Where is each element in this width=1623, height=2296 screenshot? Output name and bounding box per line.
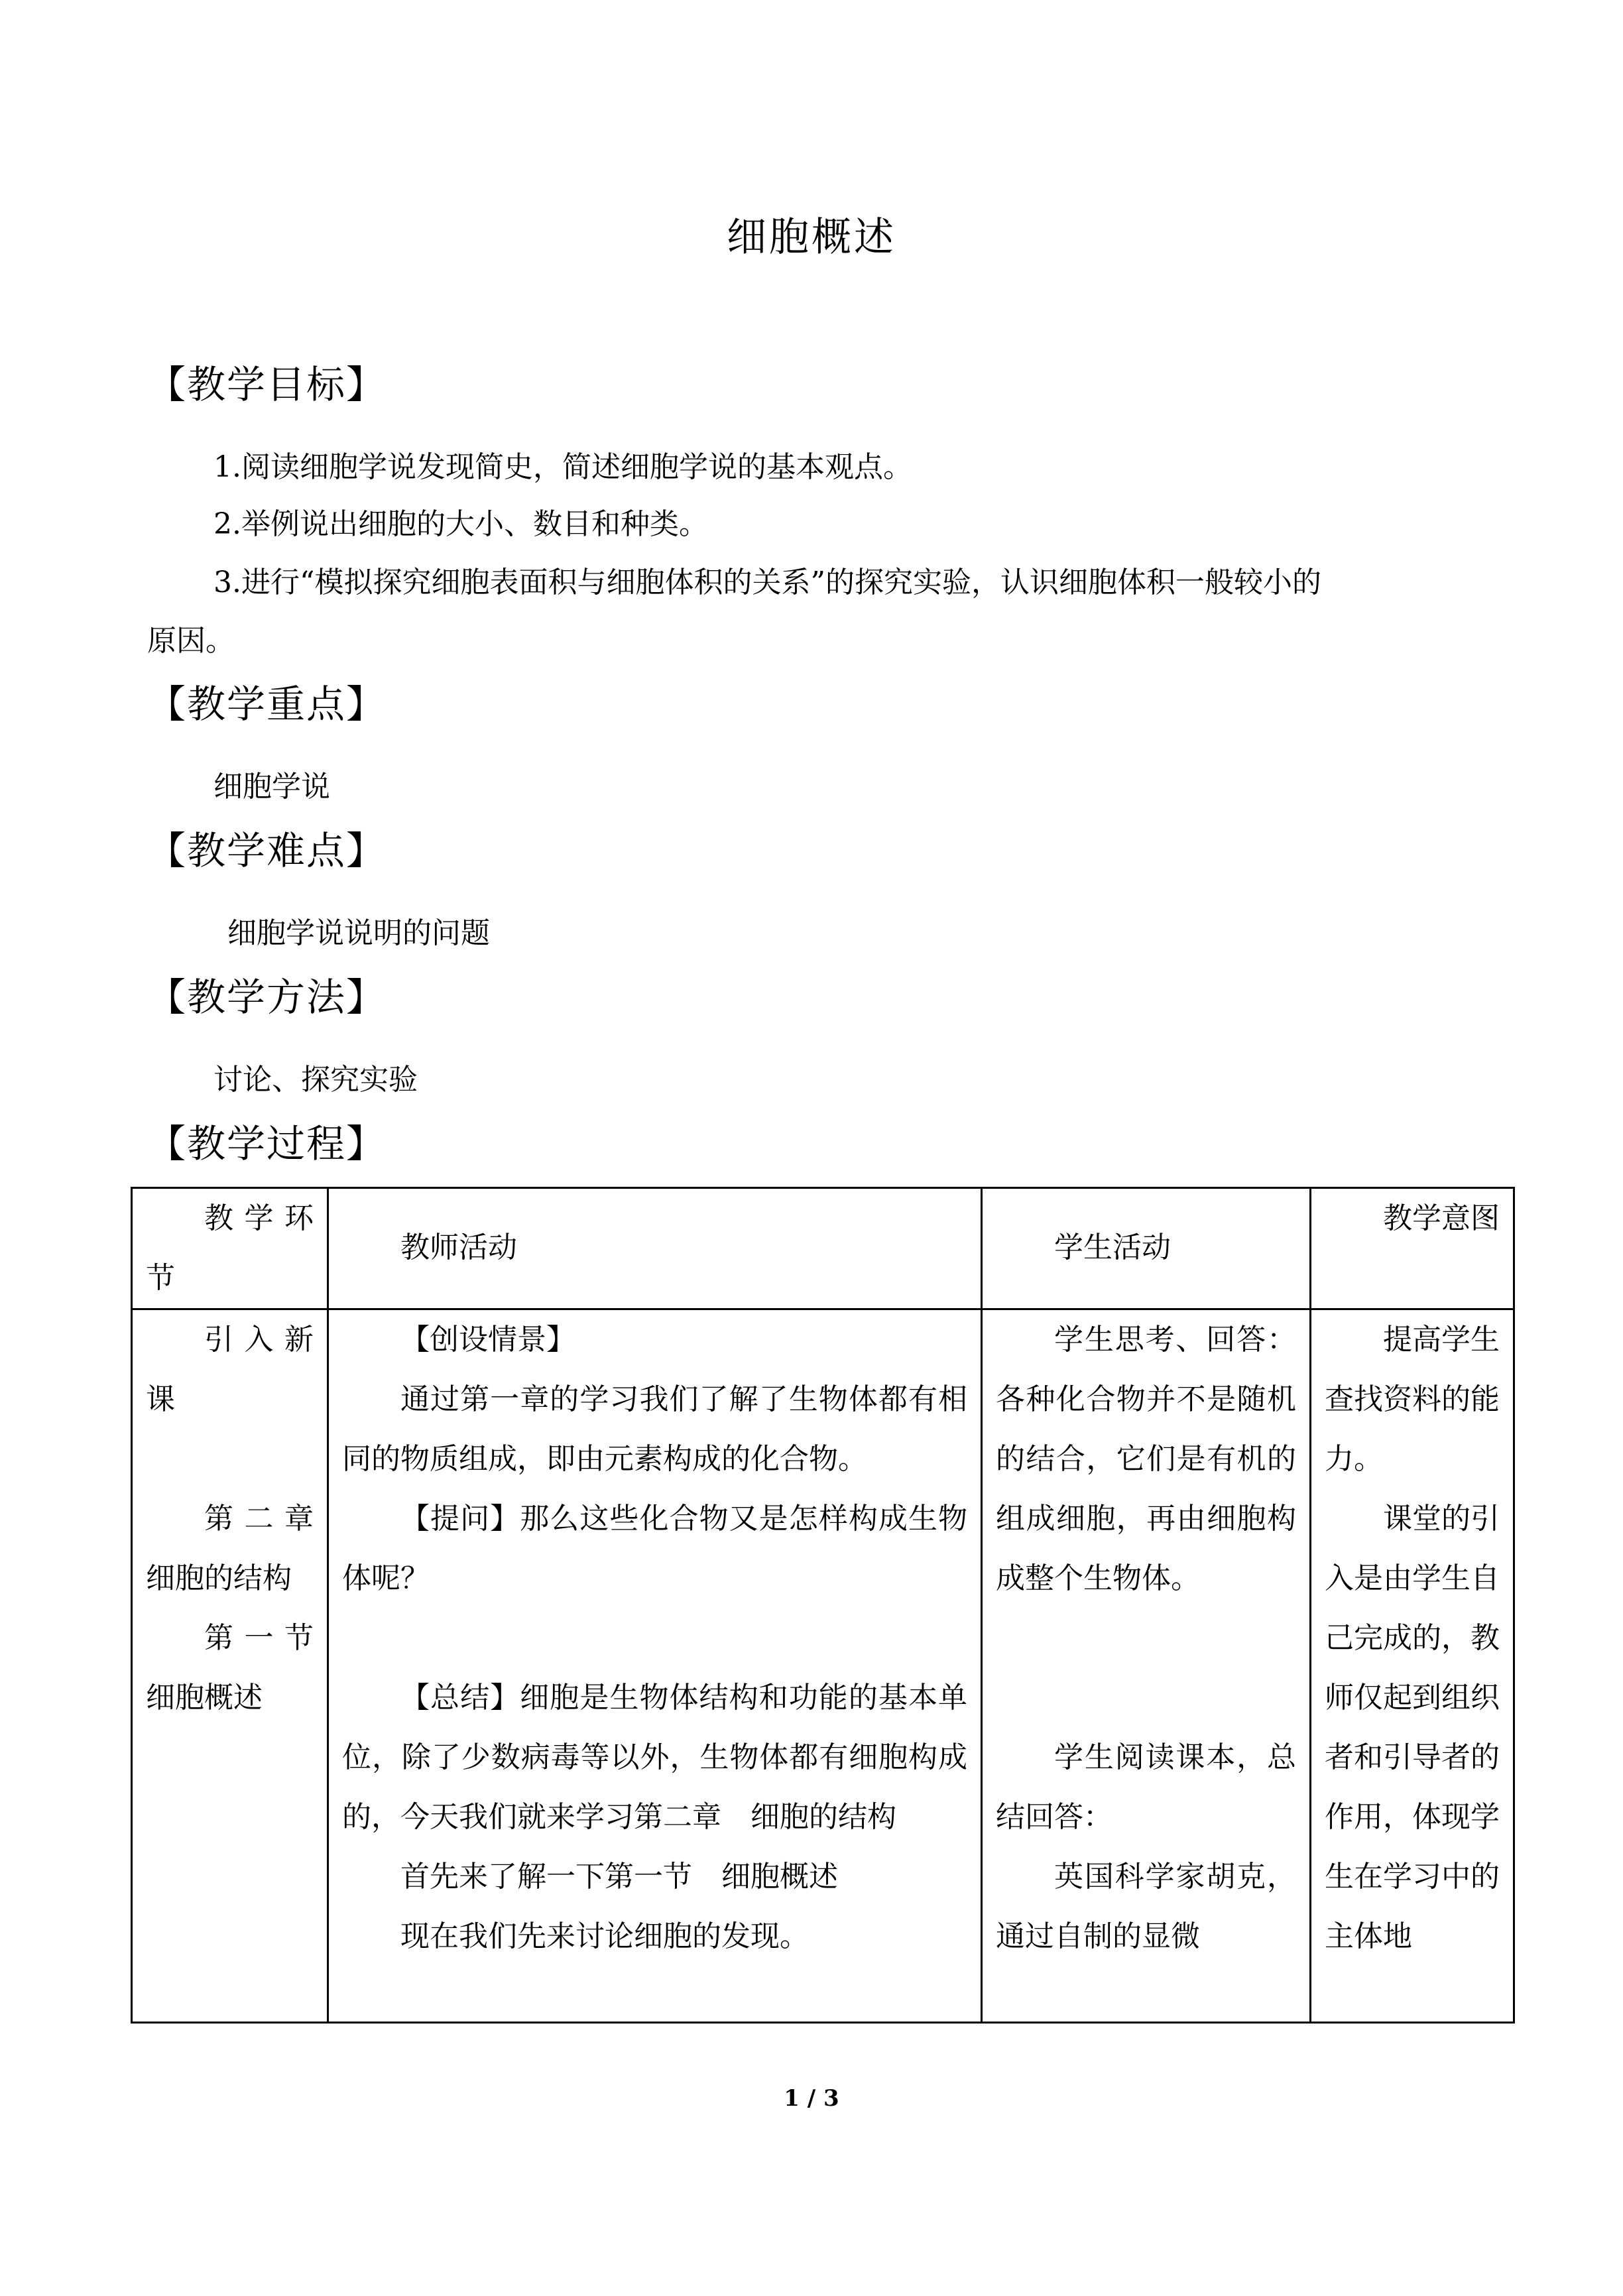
teaching-process-table — [131, 1187, 1515, 2024]
teacher-section-intro: 首先来了解一下第一节 细胞概述 — [400, 1860, 838, 1894]
process-heading: 【教学过程】 — [147, 1121, 387, 1166]
objective-item-2: 2.举例说出细胞的大小、数目和种类。 — [213, 507, 708, 541]
stage-cell — [132, 1309, 328, 2023]
objectives-heading: 【教学目标】 — [147, 362, 387, 407]
header-stage — [132, 1188, 328, 1309]
student-activity-cell — [982, 1309, 1311, 2023]
objective-item-1: 1.阅读细胞学说发现简史，简述细胞学说的基本观点。 — [213, 450, 912, 484]
table-header-row — [132, 1188, 1514, 1309]
methods-text: 讨论、探究实验 — [213, 1063, 418, 1097]
objective-item-3: 3.进行“模拟探究细胞表面积与细胞体积的关系”的探究实验，认识细胞体积一般较小的 — [213, 566, 1321, 599]
stage-intro: 引入新课 — [146, 1323, 314, 1416]
header-student-label: 学生活动 — [1054, 1230, 1171, 1264]
document-title: 细胞概述 — [727, 214, 896, 261]
intent-cell — [1311, 1309, 1514, 2023]
table-row — [132, 1309, 1514, 2023]
key-points-text: 细胞学说 — [213, 770, 330, 804]
intent-ability: 提高学生查找资料的能力。 — [1325, 1323, 1500, 1476]
difficulties-text: 细胞学说说明的问题 — [227, 916, 490, 950]
student-reading: 学生阅读课本，总结回答： — [996, 1740, 1296, 1834]
objective-item-3-continued: 原因。 — [147, 624, 235, 658]
teacher-scenario-label: 【创设情景】 — [400, 1323, 575, 1357]
key-points-heading: 【教学重点】 — [147, 682, 387, 727]
header-intent — [1311, 1188, 1514, 1309]
header-intent-label: 教学意图 — [1383, 1201, 1500, 1235]
teacher-question: 【提问】那么这些化合物又是怎样构成生物体呢？ — [342, 1502, 967, 1595]
difficulties-heading: 【教学难点】 — [147, 828, 387, 873]
methods-heading: 【教学方法】 — [147, 975, 387, 1020]
header-teacher-label: 教师活动 — [400, 1230, 517, 1264]
student-hooke: 英国科学家胡克，通过自制的显微 — [996, 1860, 1296, 1953]
teacher-scenario-text: 通过第一章的学习我们了解了生物体都有相同的物质组成，即由元素构成的化合物。 — [342, 1382, 967, 1476]
student-answer: 学生思考、回答：各种化合物并不是随机的结合，它们是有机的组成细胞，再由细胞构成整个生物体。 — [996, 1323, 1296, 1595]
page-number: 1 / 3 — [784, 2085, 839, 2112]
stage-chapter: 第二章细胞的结构 — [146, 1502, 314, 1595]
header-stage-label: 教学环节 — [146, 1201, 314, 1295]
teacher-discussion: 现在我们先来讨论细胞的发现。 — [400, 1919, 809, 1953]
stage-section: 第一节细胞概述 — [146, 1621, 314, 1715]
teacher-activity-cell — [328, 1309, 982, 2023]
intent-student-led: 课堂的引入是由学生自己完成的，教师仅起到组织者和引导者的作用，体现学生在学习中的主体地 — [1325, 1502, 1500, 1953]
header-student — [982, 1188, 1311, 1309]
teacher-summary: 【总结】细胞是生物体结构和功能的基本单位，除了少数病毒等以外，生物体都有细胞构成的，今天我们就来学习第二章 细胞的结构 — [342, 1681, 967, 1834]
header-teacher — [328, 1188, 982, 1309]
